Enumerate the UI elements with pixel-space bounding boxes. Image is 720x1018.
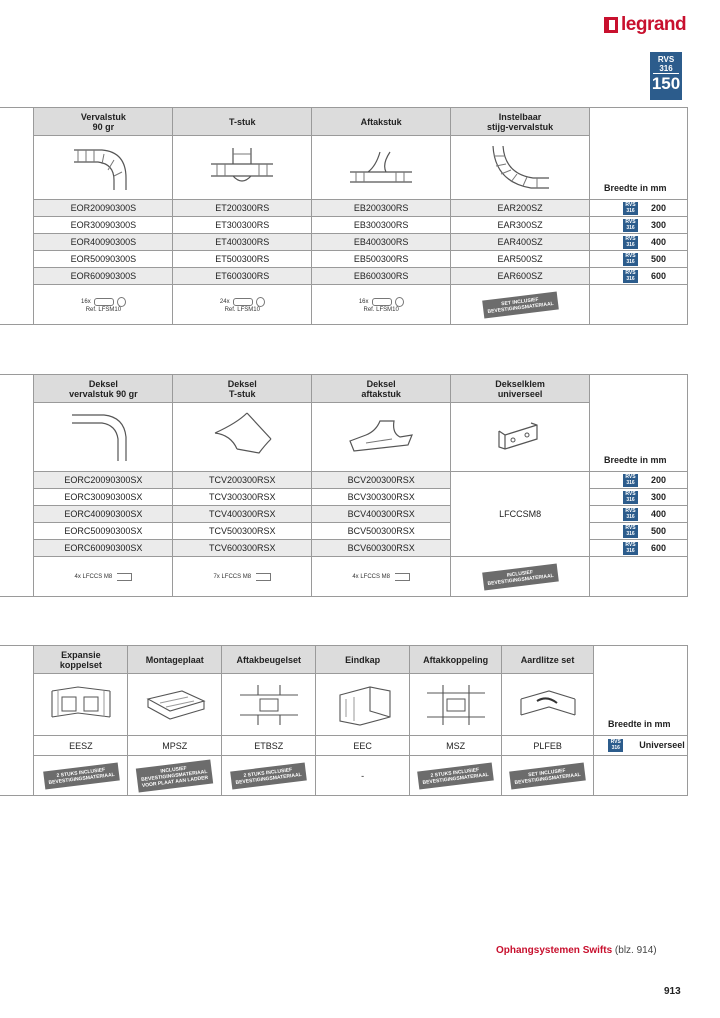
rvs-316-badge bbox=[650, 52, 682, 100]
note-dash: - bbox=[361, 770, 365, 781]
width-value: Universeel bbox=[639, 739, 685, 750]
product-code: EB600300RS bbox=[312, 268, 451, 285]
fixing-ref: Ref. LFSM10 bbox=[363, 306, 399, 313]
col-header: Deksel vervalstuk 90 gr bbox=[34, 375, 173, 403]
cross-reference-page: (blz. 914) bbox=[614, 945, 657, 956]
stamp-cell bbox=[451, 285, 590, 325]
product-code: EB500300RS bbox=[312, 251, 451, 268]
note-cell bbox=[410, 756, 502, 796]
width-value: 400 bbox=[650, 236, 667, 247]
product-code: EORC40090300SX bbox=[34, 506, 173, 523]
table-covers bbox=[0, 374, 688, 597]
adjustable-riser-illustration bbox=[485, 142, 555, 194]
product-code: MSZ bbox=[410, 736, 502, 756]
table-gutter bbox=[0, 646, 34, 674]
fixing-ref: Ref. LFSM10 bbox=[224, 306, 260, 313]
rvs-316-mini-icon: RVS 316 bbox=[623, 474, 638, 487]
page-number: 913 bbox=[664, 986, 681, 997]
product-image-eindkap bbox=[316, 674, 410, 736]
col-header: Deksel aftakstuk bbox=[312, 375, 451, 403]
table-row bbox=[0, 736, 688, 756]
fixing-cell bbox=[312, 557, 451, 597]
rvs-316-mini-icon: RVS 316 bbox=[623, 491, 638, 504]
width-header: Breedte in mm bbox=[590, 108, 688, 200]
table-row bbox=[0, 472, 688, 489]
product-code: EOR30090300S bbox=[34, 217, 173, 234]
table-gutter bbox=[0, 375, 34, 403]
fixing-qty: 16x bbox=[358, 298, 369, 305]
product-code: TCV500300RSX bbox=[173, 523, 312, 540]
table-gutter bbox=[0, 523, 34, 540]
product-code: EAR400SZ bbox=[451, 234, 590, 251]
product-image-dekselklem bbox=[451, 403, 590, 472]
width-cell bbox=[590, 251, 688, 268]
width-cell bbox=[594, 736, 688, 756]
rvs-316-mini-icon: RVS 316 bbox=[623, 253, 638, 266]
legrand-logo-mark bbox=[604, 17, 618, 33]
inclusief-stamp: INCLUSIEF BEVESTIGINGSMATERIAAL bbox=[482, 563, 558, 590]
product-image-instelbaar bbox=[451, 136, 590, 200]
branch-coupler-illustration bbox=[423, 681, 489, 729]
width-cell bbox=[590, 489, 688, 506]
product-code: BCV200300RSX bbox=[312, 472, 451, 489]
rvs-316-mini-icon: RVS 316 bbox=[608, 739, 623, 752]
table-row bbox=[0, 251, 688, 268]
table-row bbox=[0, 200, 688, 217]
empty-cell bbox=[594, 756, 688, 796]
width-cell bbox=[590, 217, 688, 234]
branch-bracket-illustration bbox=[236, 681, 302, 729]
product-code: EEC bbox=[316, 736, 410, 756]
product-image-montageplaat bbox=[128, 674, 222, 736]
clamp-code: LFCCSM8 bbox=[451, 472, 590, 557]
earth-strap-illustration bbox=[515, 681, 581, 729]
table-gutter bbox=[0, 251, 34, 268]
product-code: BCV500300RSX bbox=[312, 523, 451, 540]
rvs-316-mini-icon: RVS 316 bbox=[623, 542, 638, 555]
col-header: Eindkap bbox=[316, 646, 410, 674]
col-header: Expansie koppelset bbox=[34, 646, 128, 674]
fixings-row bbox=[0, 557, 688, 597]
note-cell bbox=[502, 756, 594, 796]
product-image-expansie bbox=[34, 674, 128, 736]
fixings-row bbox=[0, 285, 688, 325]
notes-row bbox=[0, 756, 688, 796]
product-code: BCV400300RSX bbox=[312, 506, 451, 523]
tee-illustration bbox=[207, 142, 277, 194]
width-value: 200 bbox=[650, 202, 667, 213]
product-code: ETBSZ bbox=[222, 736, 316, 756]
product-code: ET400300RS bbox=[173, 234, 312, 251]
table-gutter bbox=[0, 756, 34, 796]
product-image-vervalstuk bbox=[34, 136, 173, 200]
fixing-qty: 7x LFCCS M8 bbox=[213, 573, 252, 580]
badge-top: RVS bbox=[657, 55, 675, 64]
table-row bbox=[0, 217, 688, 234]
fixing-cell bbox=[312, 285, 451, 325]
rvs-316-mini-icon: RVS 316 bbox=[623, 236, 638, 249]
col-header: Dekselklem universeel bbox=[451, 375, 590, 403]
width-cell bbox=[590, 200, 688, 217]
fixing-cell bbox=[173, 557, 312, 597]
col-header: Aftakstuk bbox=[312, 108, 451, 136]
note-cell bbox=[34, 756, 128, 796]
product-image-aftakstuk bbox=[312, 136, 451, 200]
table-gutter bbox=[0, 403, 34, 472]
table-gutter bbox=[0, 557, 34, 597]
set-inclusief-stamp: SET INCLUSIEF BEVESTIGINGSMATERIAAL bbox=[482, 291, 558, 318]
product-image-deksel-t-stuk bbox=[173, 403, 312, 472]
product-code: EORC60090300SX bbox=[34, 540, 173, 557]
product-code: BCV600300RSX bbox=[312, 540, 451, 557]
product-code: EORC50090300SX bbox=[34, 523, 173, 540]
table-gutter bbox=[0, 268, 34, 285]
note-stamp: INCLUSIEF BEVESTIGINGSMATERIAAL VOOR PLAAT AAN LADDER bbox=[136, 759, 213, 792]
product-code: EESZ bbox=[34, 736, 128, 756]
product-code: EB200300RS bbox=[312, 200, 451, 217]
product-code: ET300300RS bbox=[173, 217, 312, 234]
product-image-deksel-aftakstuk bbox=[312, 403, 451, 472]
rvs-316-mini-icon: RVS 316 bbox=[623, 508, 638, 521]
cross-reference[interactable] bbox=[496, 945, 657, 956]
mounting-plate-illustration bbox=[142, 681, 208, 729]
fixing-qty: 4x LFCCS M8 bbox=[74, 573, 113, 580]
product-code: TCV300300RSX bbox=[173, 489, 312, 506]
bolt-icon bbox=[233, 298, 253, 306]
col-header: T-stuk bbox=[173, 108, 312, 136]
table-gutter bbox=[0, 136, 34, 200]
width-value: 400 bbox=[651, 508, 667, 519]
end-cap-illustration bbox=[330, 681, 396, 729]
fixing-cell bbox=[34, 285, 173, 325]
table-gutter bbox=[0, 234, 34, 251]
rvs-316-mini-icon: RVS 316 bbox=[623, 525, 638, 538]
product-image-aardlitze bbox=[502, 674, 594, 736]
note-stamp: 2 STUKS INCLUSIEF BEVESTIGINGSMATERIAAL bbox=[231, 762, 307, 789]
table-gutter bbox=[0, 506, 34, 523]
nut-icon bbox=[395, 297, 404, 307]
cross-reference-link[interactable]: Ophangsystemen Swifts bbox=[496, 945, 613, 956]
fixing-qty: 4x LFCCS M8 bbox=[352, 573, 391, 580]
width-cell bbox=[590, 540, 688, 557]
width-value: 500 bbox=[650, 253, 667, 264]
width-cell bbox=[590, 472, 688, 489]
product-code: EAR600SZ bbox=[451, 268, 590, 285]
col-header: Aftakbeugelset bbox=[222, 646, 316, 674]
table-gutter bbox=[0, 217, 34, 234]
empty-cell bbox=[590, 557, 688, 597]
col-header: Aardlitze set bbox=[502, 646, 594, 674]
table-gutter bbox=[0, 285, 34, 325]
table-gutter bbox=[0, 472, 34, 489]
width-value: 600 bbox=[651, 542, 667, 553]
width-value: 500 bbox=[651, 525, 667, 536]
badge-mid: 316 bbox=[653, 64, 679, 74]
product-code: BCV300300RSX bbox=[312, 489, 451, 506]
fixing-cell bbox=[173, 285, 312, 325]
product-code: TCV200300RSX bbox=[173, 472, 312, 489]
fixing-cell bbox=[34, 557, 173, 597]
product-code: ET600300RS bbox=[173, 268, 312, 285]
cover-clamp-illustration bbox=[485, 409, 555, 465]
col-header: Aftakkoppeling bbox=[410, 646, 502, 674]
product-code: EAR500SZ bbox=[451, 251, 590, 268]
stamp-cell bbox=[451, 557, 590, 597]
width-header: Breedte in mm bbox=[594, 646, 688, 736]
table-row bbox=[0, 268, 688, 285]
table-accessories bbox=[0, 645, 688, 796]
table-gutter bbox=[0, 200, 34, 217]
product-code: ET200300RS bbox=[173, 200, 312, 217]
note-stamp: 2 STUKS INCLUSIEF BEVESTIGINGSMATERIAAL bbox=[418, 762, 494, 789]
width-header: Breedte in mm bbox=[590, 375, 688, 472]
col-header: Montageplaat bbox=[128, 646, 222, 674]
product-code: EAR200SZ bbox=[451, 200, 590, 217]
nut-icon bbox=[117, 297, 126, 307]
rvs-316-mini-icon: RVS 316 bbox=[623, 202, 638, 215]
table-gutter bbox=[0, 540, 34, 557]
product-image-aftakkoppeling bbox=[410, 674, 502, 736]
col-header: Vervalstuk 90 gr bbox=[34, 108, 173, 136]
table-gutter bbox=[0, 674, 34, 736]
clip-icon bbox=[117, 573, 132, 581]
note-cell bbox=[222, 756, 316, 796]
width-value: 200 bbox=[651, 474, 667, 485]
width-cell bbox=[590, 523, 688, 540]
product-code: EAR300SZ bbox=[451, 217, 590, 234]
bolt-icon bbox=[372, 298, 392, 306]
rvs-316-mini-icon: RVS 316 bbox=[623, 219, 638, 232]
legrand-logo bbox=[604, 14, 686, 36]
width-value: 300 bbox=[651, 491, 667, 502]
product-code: EOR50090300S bbox=[34, 251, 173, 268]
legrand-wordmark: legrand bbox=[621, 14, 687, 35]
width-cell bbox=[590, 268, 688, 285]
width-cell bbox=[590, 234, 688, 251]
expansion-coupler-illustration bbox=[48, 681, 114, 729]
col-header: Instelbaar stijg-vervalstuk bbox=[451, 108, 590, 136]
table-fittings bbox=[0, 107, 688, 325]
width-value: 600 bbox=[650, 270, 667, 281]
product-image-deksel-vervalstuk bbox=[34, 403, 173, 472]
product-code: EOR40090300S bbox=[34, 234, 173, 251]
branch-cover-illustration bbox=[346, 409, 416, 465]
product-code: MPSZ bbox=[128, 736, 222, 756]
note-stamp: SET INCLUSIEF BEVESTIGINGSMATERIAAL bbox=[509, 762, 585, 789]
note-cell bbox=[316, 756, 410, 796]
fixing-qty: 24x bbox=[219, 298, 230, 305]
badge-num: 150 bbox=[651, 74, 681, 93]
table-gutter bbox=[0, 736, 34, 756]
clip-icon bbox=[256, 573, 271, 581]
product-code: ET500300RS bbox=[173, 251, 312, 268]
product-code: TCV600300RSX bbox=[173, 540, 312, 557]
nut-icon bbox=[256, 297, 265, 307]
bend-cover-illustration bbox=[68, 409, 138, 465]
bolt-icon bbox=[94, 298, 114, 306]
product-code: EORC20090300SX bbox=[34, 472, 173, 489]
product-image-t-stuk bbox=[173, 136, 312, 200]
width-cell bbox=[590, 506, 688, 523]
product-code: PLFEB bbox=[502, 736, 594, 756]
note-stamp: 2 STUKS INCLUSIEF BEVESTIGINGSMATERIAAL bbox=[43, 762, 119, 789]
product-code: EOR60090300S bbox=[34, 268, 173, 285]
product-code: EB300300RS bbox=[312, 217, 451, 234]
table-gutter bbox=[0, 489, 34, 506]
empty-cell bbox=[590, 285, 688, 325]
fixing-qty: 16x bbox=[81, 298, 91, 305]
width-value: 300 bbox=[650, 219, 667, 230]
product-image-aftakbeugelset bbox=[222, 674, 316, 736]
col-header: Deksel T-stuk bbox=[173, 375, 312, 403]
fixing-ref: Ref. LFSM10 bbox=[85, 306, 122, 313]
product-code: EORC30090300SX bbox=[34, 489, 173, 506]
product-code: TCV400300RSX bbox=[173, 506, 312, 523]
note-cell bbox=[128, 756, 222, 796]
clip-icon bbox=[395, 573, 410, 581]
table-gutter bbox=[0, 108, 34, 136]
product-code: EOR20090300S bbox=[34, 200, 173, 217]
rvs-316-mini-icon: RVS 316 bbox=[623, 270, 638, 283]
branch-illustration bbox=[346, 142, 416, 194]
bend-90-illustration bbox=[68, 142, 138, 194]
table-row bbox=[0, 234, 688, 251]
product-code: EB400300RS bbox=[312, 234, 451, 251]
tee-cover-illustration bbox=[207, 409, 277, 465]
